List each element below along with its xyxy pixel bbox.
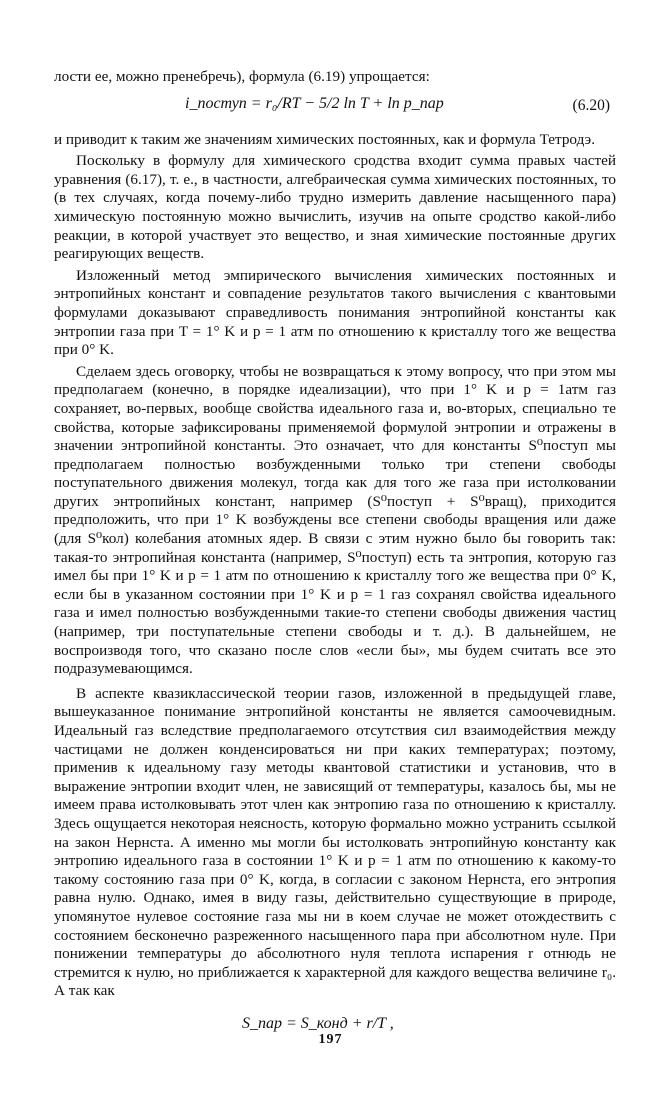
paragraph-4: Изложенный метод эмпирического вычисления химических постоянных и энтропийных констант и совпадение результатов такого вычисления с квантовыми формулами доказывают справедливость понимания энтропийной константы как энтропии газа при T = 1° K и p = 1 атм по отношению к кристаллу того же вещества при 0° K.: [54, 266, 616, 359]
formula-6-20: [54, 89, 616, 129]
formula-6-20-text: i_поступ = r₀/RT − 5/2 ln T + ln p_пар: [185, 94, 444, 112]
paragraph-1: лости ее, можно пренебречь), формула (6.19) упрощается:: [54, 68, 430, 85]
paragraph-3: Поскольку в формулу для химического сродства входит сумма правых частей уравнения (6.17), т. е., в частности, алгебраическая сумма химических постоянных, то (в тех случаях, когда почему-либо трудно измерить давление насыщенного пара) химическую постоянную можно вычислить, изучив на опыте сродство какой-либо реакции, в которой участвует это вещество, и зная химические постоянные других реагирующих веществ.: [54, 152, 616, 263]
page-body: [54, 68, 616, 1049]
page-number: 197: [318, 1032, 343, 1047]
paragraph-5: Сделаем здесь оговорку, чтобы не возвращаться к этому вопросу, что при этом мы предполагаем (конечно, в порядке идеализации), что при 1° K и p = 1атм газ сохраняет, во-первых, вообще свойства идеального газа и, во-вторых, специально те свойства, которые зафиксированы применяемой формулой энтропии и отражены в значении энтропийной константы. Это означает, что для константы S⁰поступ мы предполагаем полностью возбужденными только три степени свободы поступательного движения молекул, тогда как для того же газа при истолковании других энтропийных констант, например (S⁰поступ + S⁰вращ), приходится предположить, что при 1° K возбуждены все степени свободы вращения или даже (для S⁰кол) колебания атомных ядер. В связи с этим нужно было бы говорить так: такая-то энтропийная константа (например, S⁰поступ) есть та энтропия, которую газ имел бы при 1° K и p = 1 атм по отношению к кристаллу того же вещества при 0° K, если бы в указанном состоянии при 1° K и p = 1 газ сохранял свойства идеального газа и имел полностью возбужденными такие-то степени свободы движения частиц (например, три поступательные степени свободы и т. д.). В дальнейшем, не воспроизводя того, что сказано после слов «если бы», мы будем считать все это подразумевающимся.: [54, 362, 616, 678]
formula-s-par-text: S_пар = S_конд + r/T ,: [242, 1014, 394, 1032]
paragraph-6: В аспекте квазиклассической теории газов, изложенной в предыдущей главе, вышеуказанное понимание энтропийной константы не является самоочевидным. Идеальный газ вследствие предполагаемого отсутствия сил взаимодействия между частицами не должен конденсироваться ни при каких температурах; поэтому, применив к идеальному газу методы квантовой статистики и установив, что в выражение энтропии входит член, не зависящий от температуры, казалось бы, мы не имеем права истолковывать этот член как энтропию газа по отношению к кристаллу. Здесь ощущается некоторая неясность, которую формально можно устранить ссылкой на закон Нернста. А именно мы могли бы истолковать энтропийную константу как энтропию идеального газа в состоянии 1° K и p = 1 атм по отношению к какому-то такому состоянию газа при 0° K, когда, в согласии с законом Нернста, его энтропия равна нулю. Однако, имея в виду газы, действительно существующие в природе, упомянутое нулевое состояние газа мы ни в коем случае не может отождествить с состоянием бесконечно разреженного насыщенного пара при абсолютном нуле. При понижении температуры до абсолютного нуля теплота испарения r отнюдь не стремится к нулю, но приближается к характерной для каждого вещества величине r₀. А так как: [54, 684, 616, 1000]
paragraph-2: и приводит к таким же значениям химических постоянных, как и формула Тетродэ.: [54, 130, 596, 148]
equation-number: (6.20): [572, 96, 610, 114]
